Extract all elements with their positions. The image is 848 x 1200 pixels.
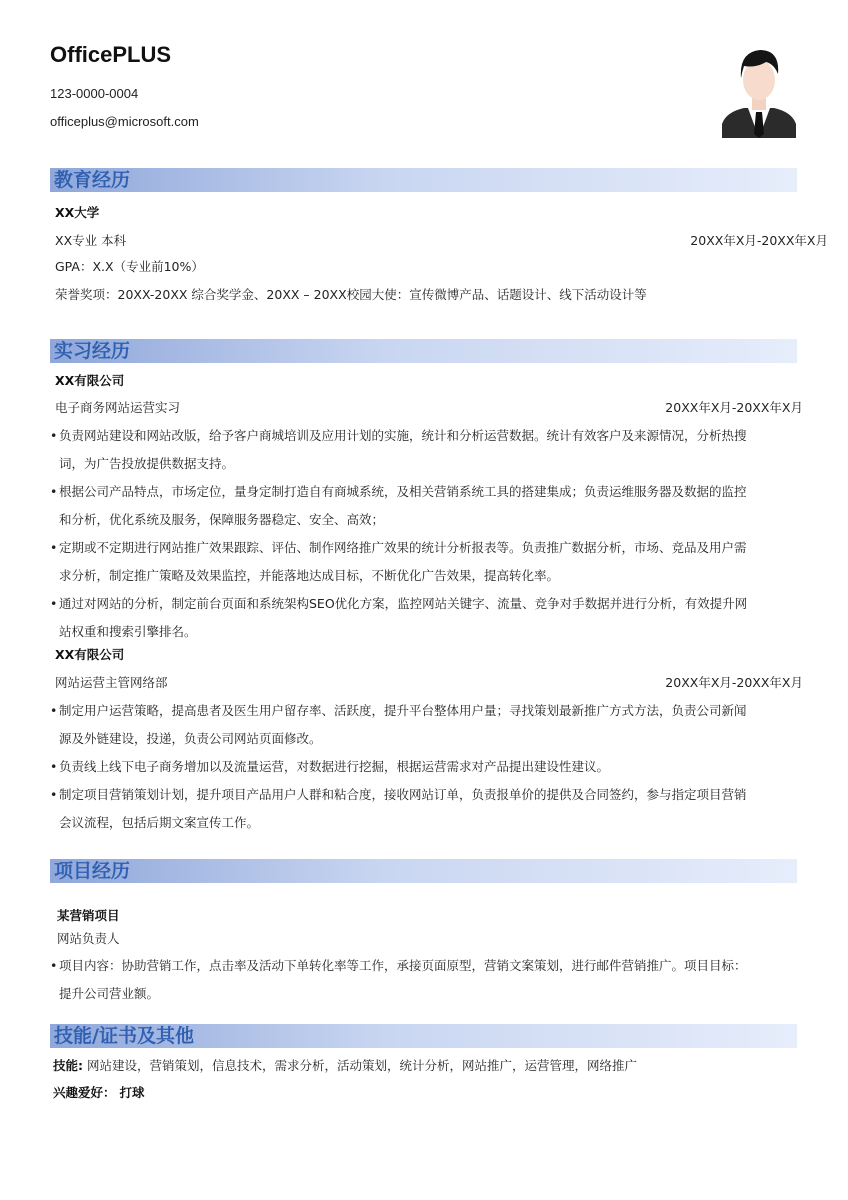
education-period: 20XX年X月-20XX年X月 — [690, 233, 828, 248]
bullet-item: • 制定用户运营策略，提高患者及医生用户留存率、活跃度，提升平台整体用户量；寻找策划最新推广方式方法，负责公司新闻 源及外链建设，投递，负责公司网站页面修改。 — [50, 703, 747, 746]
email-address: officeplus@microsoft.com — [50, 114, 199, 129]
bullet-item: • 负责网站建设和网站改版，给予客户商城培训及应用计划的实施，统计和分析运营数据。统计有效客户及来源情况，分析热搜 词，为广告投放提供数据支持。 — [50, 428, 747, 471]
section-title: 项目经历 — [54, 860, 131, 882]
bullet-item: • 通过对网站的分析，制定前台页面和系统架构SEO优化方案，监控网站关键字、流量、竞争对手数据并进行分析，有效提升网 站权重和搜索引擎排名。 — [50, 596, 748, 639]
section-skills — [50, 1024, 797, 1048]
school-name: XX大学 — [55, 205, 100, 220]
honors: 荣誉奖项：20XX-20XX 综合奖学金、20XX – 20XX校园大使：宣传微博产品、话题设计、线下活动设计等 — [55, 287, 647, 302]
major: XX专业 本科 — [55, 233, 127, 248]
bullet-item: • 根据公司产品特点，市场定位，量身定制打造自有商城系统，及相关营销系统工具的搭建集成；负责运维服务器及数据的监控 和分析，优化系统及服务，保障服务器稳定、安全、高效； — [50, 484, 747, 527]
job-role: 网站运营主管网络部 — [55, 675, 168, 690]
section-project — [50, 859, 797, 883]
project-bullets — [50, 952, 795, 1008]
gpa: GPA：X.X（专业前10%） — [55, 259, 204, 274]
phone-number: 123-0000-0004 — [50, 86, 139, 101]
job-role: 电子商务网站运营实习 — [55, 400, 181, 415]
skills-line — [53, 1058, 637, 1074]
project-role: 网站负责人 — [57, 931, 120, 946]
candidate-name: OfficePLUS — [50, 42, 172, 67]
bullet-item: • 项目内容：协助营销工作，点击率及活动下单转化率等工作，承接页面原型，营销文案策划，进行邮件营销推广。项目目标： 提升公司营业额。 — [50, 958, 747, 1001]
company-name: XX有限公司 — [55, 373, 125, 388]
job-bullets — [50, 697, 795, 837]
hobby-value: 打球 — [119, 1085, 145, 1100]
job-period: 20XX年X月-20XX年X月 — [665, 400, 803, 415]
skills-value: 网站建设，营销策划，信息技术，需求分析，活动策划，统计分析，网站推广，运营管理，网络推广 — [86, 1058, 637, 1073]
company-name: XX有限公司 — [55, 647, 125, 662]
skills-label: 技能: — [53, 1058, 83, 1073]
section-title: 实习经历 — [54, 340, 131, 362]
job-bullets — [50, 422, 795, 646]
hobby-line — [53, 1085, 145, 1101]
project-name: 某营销项目 — [57, 908, 120, 923]
hobby-label: 兴趣爱好： — [53, 1085, 116, 1100]
job-period: 20XX年X月-20XX年X月 — [665, 675, 803, 690]
bullet-item: • 负责线上线下电子商务增加以及流量运营，对数据进行挖掘，根据运营需求对产品提出建设性建议。 — [50, 759, 610, 774]
section-title: 教育经历 — [54, 169, 131, 191]
section-title: 技能/证书及其他 — [54, 1025, 194, 1047]
section-internship — [50, 339, 797, 363]
bullet-item: • 制定项目营销策划计划，提升项目产品用户人群和粘合度，接收网站订单，负责报单价的提供及合同签约，参与指定项目营销 会议流程，包括后期文案宣传工作。 — [50, 787, 747, 830]
section-education — [50, 168, 797, 192]
bullet-item: • 定期或不定期进行网站推广效果跟踪、评估、制作网络推广效果的统计分析报表等。负责推广数据分析，市场、竞品及用户需 求分析，制定推广策略及效果监控，并能落地达成目标，不断优化广告效果，提高转化率。 — [50, 540, 747, 583]
avatar-icon — [722, 44, 796, 138]
